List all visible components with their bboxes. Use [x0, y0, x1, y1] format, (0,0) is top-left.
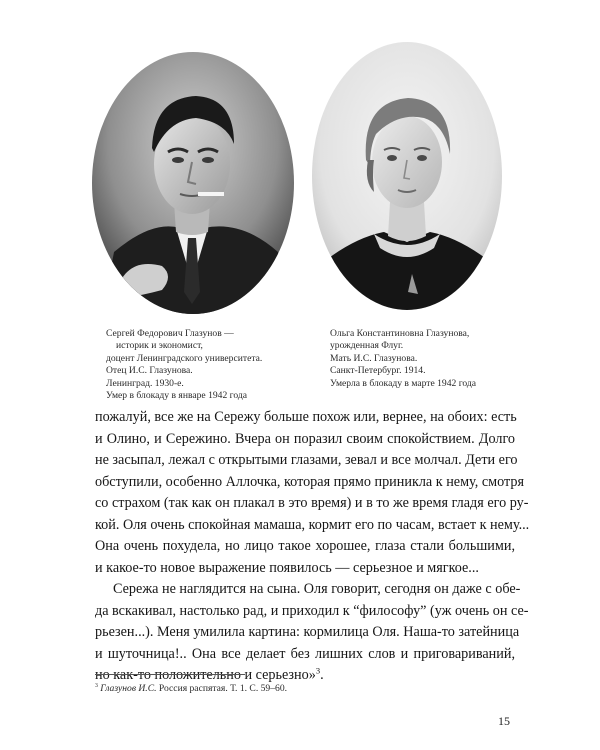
caption-right-line: Санкт-Петербург. 1914. [330, 365, 426, 377]
paragraph-2 [95, 579, 529, 687]
portrait-photo-left [92, 52, 294, 314]
portrait-man-image [92, 52, 294, 314]
text-line: Сережа не наглядится на сына. Оля говорит, сегодня он даже с обе- [113, 581, 521, 597]
portrait-photo-right [312, 42, 502, 310]
portrait-woman-image [312, 42, 502, 310]
text-line: и шуточница!.. Она все делает без лишних слов и приговариваний, [95, 645, 515, 662]
footnote-author: Глазунов И.С. [100, 683, 157, 694]
caption-left [106, 328, 262, 402]
caption-right-line: Ольга Константиновна Глазунова, [330, 328, 470, 339]
text-line: Она очень похудела, но лицо такое хорошее, глаза стали большими, [95, 538, 515, 554]
text-line: и Олино, и Сережино. Вчера он поразил своим спокойствием. Долго [95, 430, 515, 447]
caption-left-line: Ленинград. 1930-е. [106, 377, 184, 389]
text-line-content: но как-то положительно и серьезно» [95, 667, 316, 683]
page-number: 15 [498, 714, 510, 728]
text-line: пожалуй, все же на Сережу больше похож или, вернее, на обоих: есть [95, 409, 517, 425]
footnote-divider [95, 674, 245, 675]
caption-left-line: Сергей Федорович Глазунов — [106, 328, 234, 339]
caption-right [330, 328, 476, 390]
text-line: обступили, особенно Аллочка, которая прямо приникла к нему, смотря [95, 473, 525, 490]
text-line: кой. Оля очень спокойная мамаша, кормит его по часам, встает к нему... [95, 516, 530, 533]
caption-right-line: Мать И.С. Глазунова. [330, 352, 418, 364]
text-line: рьезен...). Меня умилила картина: кормилица Оля. Наша-то затейница [95, 624, 520, 640]
caption-right-line: урожденная Флуг. [330, 340, 404, 352]
caption-left-line: Отец И.С. Глазунова. [106, 365, 193, 377]
caption-left-line: историк и экономист, [116, 340, 203, 352]
caption-right-line: Умерла в блокаду в марте 1942 года [330, 377, 477, 389]
text-line: со страхом (так как он плакал в это время) и в то же время гладя его ру- [95, 495, 529, 511]
text-line: и какое-то новое выражение появилось — серьезное и мягкое... [95, 559, 479, 576]
body-text [95, 407, 530, 687]
footnote-text: Россия распятая. Т. 1. С. 59–60. [156, 683, 288, 694]
footnote-mark: 3 [95, 682, 98, 689]
footnote-reference[interactable]: 3 [315, 665, 321, 676]
text-line: да вскакивал, настолько рад, и приходил к “философу” (уж очень он се- [95, 602, 529, 619]
footnote [95, 683, 287, 694]
paragraph-1 [95, 407, 530, 579]
caption-left-line: Умер в блокаду в январе 1942 года [106, 390, 248, 402]
caption-left-line: доцент Ленинградского университета. [106, 352, 263, 364]
text-line-end: . [320, 667, 324, 683]
text-line: не засыпал, лежал с открытыми глазами, зевал и все молчал. Дети его [95, 452, 518, 468]
